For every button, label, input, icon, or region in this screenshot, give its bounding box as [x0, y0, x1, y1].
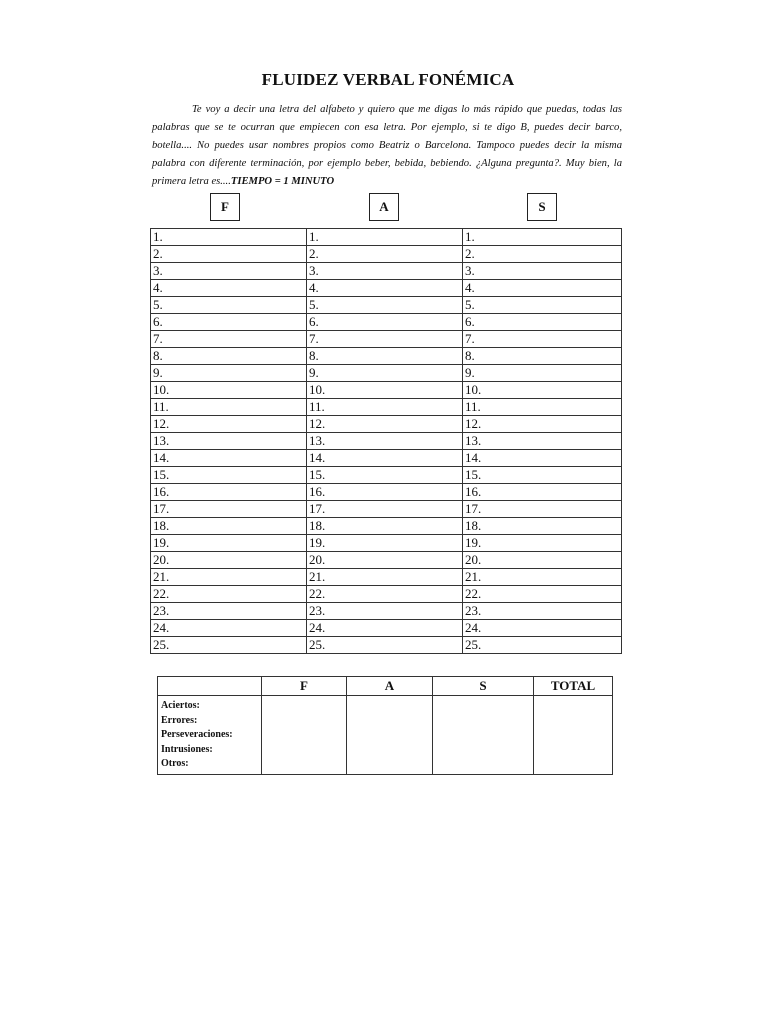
answer-cell-f[interactable]: 1.	[151, 229, 307, 246]
label-perseveraciones: Perseveraciones:	[161, 729, 233, 740]
answer-cell-f[interactable]: 4.	[151, 280, 307, 297]
answer-row	[151, 586, 622, 603]
answer-cell-a[interactable]: 4.	[307, 280, 463, 297]
answer-row	[151, 603, 622, 620]
answer-cell-a[interactable]: 23.	[307, 603, 463, 620]
answer-row	[151, 535, 622, 552]
answer-cell-a[interactable]: 2.	[307, 246, 463, 263]
answer-cell-a[interactable]: 19.	[307, 535, 463, 552]
answer-cell-a[interactable]: 3.	[307, 263, 463, 280]
answer-cell-a[interactable]: 16.	[307, 484, 463, 501]
answer-cell-f[interactable]: 13.	[151, 433, 307, 450]
answer-cell-a[interactable]: 1.	[307, 229, 463, 246]
letter-box-s: S	[527, 193, 557, 221]
answer-cell-f[interactable]: 14.	[151, 450, 307, 467]
answer-cell-f[interactable]: 17.	[151, 501, 307, 518]
answer-row	[151, 246, 622, 263]
score-cell-a[interactable]	[347, 696, 433, 775]
test-form	[143, 58, 633, 778]
answer-cell-s[interactable]: 15.	[463, 467, 622, 484]
answer-cell-s[interactable]: 13.	[463, 433, 622, 450]
answer-cell-a[interactable]: 24.	[307, 620, 463, 637]
answer-cell-s[interactable]: 18.	[463, 518, 622, 535]
score-cell-total[interactable]	[534, 696, 613, 775]
answer-cell-f[interactable]: 3.	[151, 263, 307, 280]
answer-cell-f[interactable]: 19.	[151, 535, 307, 552]
answer-cell-s[interactable]: 14.	[463, 450, 622, 467]
score-table	[157, 676, 613, 775]
answer-row	[151, 433, 622, 450]
answer-row	[151, 552, 622, 569]
answer-table	[150, 228, 622, 654]
label-errores: Errores:	[161, 714, 198, 726]
answer-cell-s[interactable]: 3.	[463, 263, 622, 280]
answer-row	[151, 280, 622, 297]
answer-cell-a[interactable]: 10.	[307, 382, 463, 399]
answer-cell-s[interactable]: 5.	[463, 297, 622, 314]
score-cell-f[interactable]	[262, 696, 347, 775]
letter-box-f: F	[210, 193, 240, 221]
answer-cell-s[interactable]: 8.	[463, 348, 622, 365]
answer-row	[151, 620, 622, 637]
score-labels-cell	[158, 696, 262, 775]
answer-row	[151, 331, 622, 348]
answer-cell-f[interactable]: 8.	[151, 348, 307, 365]
answer-row	[151, 637, 622, 654]
answer-row	[151, 348, 622, 365]
score-header-f: F	[262, 677, 347, 696]
answer-cell-a[interactable]: 5.	[307, 297, 463, 314]
answer-cell-f[interactable]: 6.	[151, 314, 307, 331]
answer-cell-s[interactable]: 7.	[463, 331, 622, 348]
answer-cell-f[interactable]: 11.	[151, 399, 307, 416]
answer-cell-f[interactable]: 16.	[151, 484, 307, 501]
answer-cell-f[interactable]: 21.	[151, 569, 307, 586]
answer-cell-a[interactable]: 9.	[307, 365, 463, 382]
answer-cell-a[interactable]: 17.	[307, 501, 463, 518]
answer-cell-s[interactable]: 16.	[463, 484, 622, 501]
answer-cell-s[interactable]: 12.	[463, 416, 622, 433]
answer-cell-a[interactable]: 8.	[307, 348, 463, 365]
answer-row	[151, 569, 622, 586]
letter-box-a: A	[369, 193, 399, 221]
answer-cell-a[interactable]: 15.	[307, 467, 463, 484]
score-header-row	[158, 677, 613, 696]
answer-row	[151, 467, 622, 484]
answer-cell-f[interactable]: 10.	[151, 382, 307, 399]
answer-cell-f[interactable]: 23.	[151, 603, 307, 620]
answer-cell-f[interactable]: 12.	[151, 416, 307, 433]
answer-cell-s[interactable]: 24.	[463, 620, 622, 637]
answer-row	[151, 229, 622, 246]
answer-cell-s[interactable]: 1.	[463, 229, 622, 246]
answer-cell-s[interactable]: 19.	[463, 535, 622, 552]
score-header-total: TOTAL	[534, 677, 613, 696]
answer-cell-f[interactable]: 20.	[151, 552, 307, 569]
answer-cell-a[interactable]: 7.	[307, 331, 463, 348]
answer-cell-s[interactable]: 22.	[463, 586, 622, 603]
answer-cell-f[interactable]: 24.	[151, 620, 307, 637]
answer-row	[151, 263, 622, 280]
answer-cell-s[interactable]: 6.	[463, 314, 622, 331]
answer-cell-a[interactable]: 22.	[307, 586, 463, 603]
label-aciertos: Aciertos:	[161, 700, 200, 711]
answer-row	[151, 518, 622, 535]
label-intrusiones: Intrusiones:	[161, 743, 213, 755]
answer-cell-f[interactable]: 2.	[151, 246, 307, 263]
answer-cell-a[interactable]: 12.	[307, 416, 463, 433]
answer-row	[151, 399, 622, 416]
answer-cell-s[interactable]: 17.	[463, 501, 622, 518]
answer-cell-s[interactable]: 20.	[463, 552, 622, 569]
label-otros: Otros:	[161, 758, 189, 769]
answer-cell-s[interactable]: 10.	[463, 382, 622, 399]
answer-row	[151, 501, 622, 518]
answer-cell-f[interactable]: 15.	[151, 467, 307, 484]
answer-cell-s[interactable]: 2.	[463, 246, 622, 263]
answer-row	[151, 297, 622, 314]
answer-row	[151, 314, 622, 331]
answer-cell-a[interactable]: 20.	[307, 552, 463, 569]
instructions-text: Te voy a decir una letra del alfabeto y quiero que me digas lo más rápido que puedas, todas las palabras que se te ocurran que empiecen con esa letra. Por ejemplo, si te digo B, puedes decir barco, botella.... No puedes usar nombres propios como Beatriz o Barcelona. Tampoco puedes decir la misma palabra con diferente terminación, por ejemplo beber, bebida, bebiendo. ¿Alguna pregunta?. Muy bien, la primera letra es....	[152, 104, 622, 187]
answer-cell-a[interactable]: 6.	[307, 314, 463, 331]
answer-cell-s[interactable]: 25.	[463, 637, 622, 654]
answer-cell-s[interactable]: 4.	[463, 280, 622, 297]
score-header-s: S	[433, 677, 534, 696]
answer-cell-a[interactable]: 11.	[307, 399, 463, 416]
answer-cell-f[interactable]: 9.	[151, 365, 307, 382]
answer-cell-f[interactable]: 18.	[151, 518, 307, 535]
answer-cell-f[interactable]: 7.	[151, 331, 307, 348]
answer-cell-f[interactable]: 25.	[151, 637, 307, 654]
page-title: FLUIDEZ VERBAL FONÉMICA	[261, 70, 515, 89]
answer-cell-f[interactable]: 5.	[151, 297, 307, 314]
answer-cell-s[interactable]: 11.	[463, 399, 622, 416]
answer-cell-s[interactable]: 21.	[463, 569, 622, 586]
answer-row	[151, 450, 622, 467]
answer-cell-s[interactable]: 23.	[463, 603, 622, 620]
score-header-a: A	[347, 677, 433, 696]
answer-row	[151, 382, 622, 399]
time-label: TIEMPO = 1 MINUTO	[230, 176, 335, 187]
score-header-blank	[158, 677, 262, 696]
answer-row	[151, 365, 622, 382]
answer-table-body	[151, 229, 622, 654]
answer-cell-a[interactable]: 25.	[307, 637, 463, 654]
answer-row	[151, 484, 622, 501]
answer-cell-a[interactable]: 14.	[307, 450, 463, 467]
answer-cell-a[interactable]: 13.	[307, 433, 463, 450]
answer-cell-s[interactable]: 9.	[463, 365, 622, 382]
score-body-row	[158, 696, 613, 775]
score-cell-s[interactable]	[433, 696, 534, 775]
instructions-paragraph	[152, 101, 622, 191]
answer-cell-a[interactable]: 18.	[307, 518, 463, 535]
answer-row	[151, 416, 622, 433]
answer-cell-a[interactable]: 21.	[307, 569, 463, 586]
answer-cell-f[interactable]: 22.	[151, 586, 307, 603]
